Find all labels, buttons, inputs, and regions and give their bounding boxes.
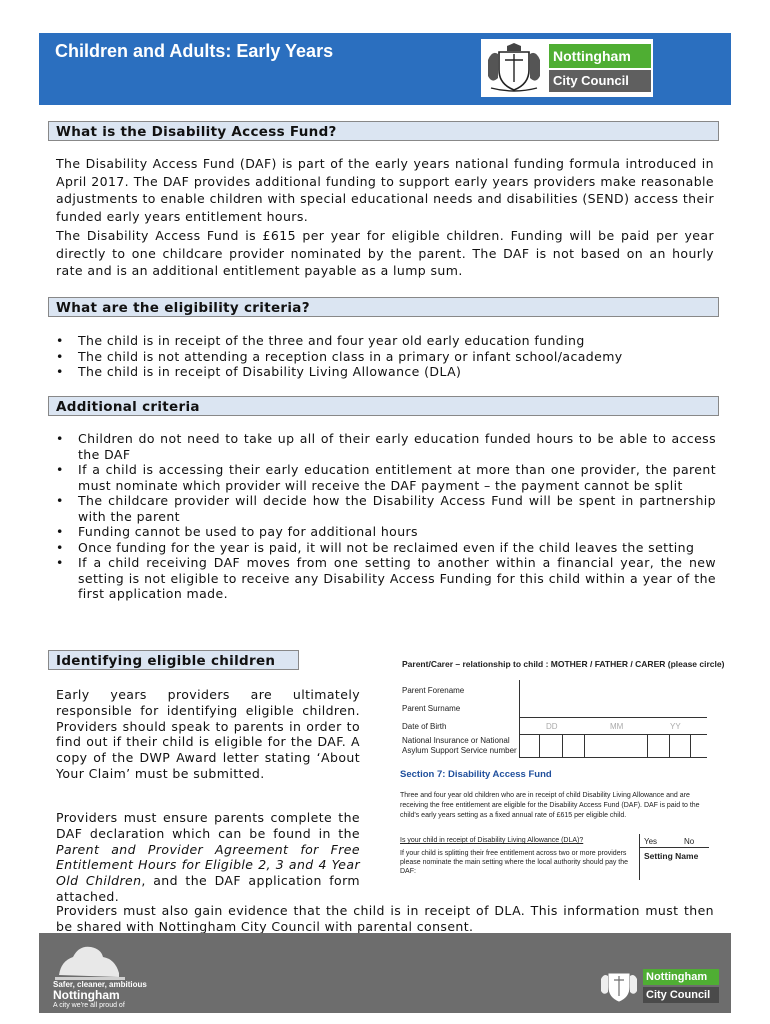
eligibility-list xyxy=(56,333,716,380)
list-item: • The child is in receipt of Disability Living Allowance (DLA) xyxy=(56,364,716,380)
form-grid-line xyxy=(584,734,585,757)
form-row-label: Asylum Support Service number xyxy=(402,746,517,755)
section-heading-eligibility: What are the eligibility criteria? xyxy=(48,297,719,317)
council-logo xyxy=(481,39,653,97)
form-section-text: child's early years setting as a fixed annual rate of £615 per eligible child. xyxy=(400,812,627,819)
para2-start: Providers must ensure parents complete the DAF declaration which can be found in the xyxy=(56,810,360,841)
form-grid-line xyxy=(539,734,540,757)
list-item: • Children do not need to take up all of their early education funded hours to be able to access the DAF xyxy=(56,431,716,462)
form-split-text: DAF: xyxy=(400,868,416,875)
identifying-paragraph-3: Providers must also gain evidence that the child is in receipt of DLA. This information must then be shared with Nottingham City Council with parental consent. xyxy=(56,903,714,934)
form-grid-line xyxy=(519,680,520,758)
list-item: • The childcare provider will decide how the Disability Access Fund will be spent in partnership with the parent xyxy=(56,493,716,524)
form-grid-line xyxy=(519,757,707,758)
form-dla-question: Is your child in receipt of Disability Living Allowance (DLA)? xyxy=(400,837,584,844)
coat-of-arms-icon xyxy=(599,967,639,1005)
identifying-paragraph-2 xyxy=(56,810,360,905)
logo-nottingham-label: Nottingham xyxy=(549,44,651,68)
list-item: • Once funding for the year is paid, it will not be reclaimed even if the child leaves the setting xyxy=(56,540,716,556)
form-split-text: If your child is splitting their free entitlement across two or more providers xyxy=(400,850,627,857)
list-item: • Funding cannot be used to pay for additional hours xyxy=(56,524,716,540)
list-item: • The child is in receipt of the three and four year old early education funding xyxy=(56,333,716,349)
daf-paragraph-1: The Disability Access Fund (DAF) is part of the early years national funding formula introduced in April 2017. The DAF provides additional funding to support early years providers make reasonable adjustments to enable children with special educational needs and disabilities (SEND) access their funded early years entitlement hours. xyxy=(56,156,714,224)
footer-logo-nottingham: Nottingham xyxy=(643,969,719,985)
page-title: Children and Adults: Early Years xyxy=(55,41,334,61)
form-grid-line xyxy=(562,734,563,757)
list-item: • If a child is accessing their early education entitlement at more than one provider, the parent must nominate which provider will receive the DAF payment – the payment cannot be split xyxy=(56,462,716,493)
form-split-text: please nominate the main setting where the local authority should pay the xyxy=(400,859,629,866)
identifying-paragraph-1: Early years providers are ultimately responsible for identifying eligible children. Providers should speak to parents in order to find out if their child is eligible for the DAF. A copy of the DWP Award letter stating ‘About Your Claim’ must be submitted. xyxy=(56,687,360,781)
form-grid-line xyxy=(690,734,691,757)
form-section-title: Section 7: Disability Access Fund xyxy=(400,769,552,780)
form-grid-line xyxy=(519,734,707,735)
footer-logo-city-council: City Council xyxy=(643,987,719,1003)
additional-criteria-list xyxy=(56,431,716,602)
form-grid-line xyxy=(639,847,709,848)
form-grid-line xyxy=(647,734,648,757)
form-grid-line xyxy=(519,717,707,718)
logo-city-council-label: City Council xyxy=(549,70,651,92)
page-footer xyxy=(39,933,731,1013)
form-grid-line xyxy=(669,734,670,757)
form-section-text: receiving the free entitlement are eligible for the Disability Access Fund (DAF). DAF is paid to the xyxy=(400,802,700,809)
agreement-title: Parent and Provider Agreement for Free Entitlement Hours for Eligible 2, 3 and 4 Year Old Children xyxy=(56,841,360,889)
page-header xyxy=(39,33,731,105)
lion-statue-icon xyxy=(53,939,127,981)
footer-city: Nottingham xyxy=(53,988,120,1002)
coat-of-arms-icon xyxy=(485,42,543,94)
footer-slogan: Safer, cleaner, ambitious xyxy=(53,980,147,989)
application-form-excerpt xyxy=(394,640,725,890)
form-row-label: Parent Forename xyxy=(402,686,465,695)
form-no-label: No xyxy=(684,837,695,846)
section-heading-daf: What is the Disability Access Fund? xyxy=(48,121,719,141)
section-heading-additional: Additional criteria xyxy=(48,396,719,416)
form-section-text: Three and four year old children who are in receipt of child Disability Living Allowance and are xyxy=(400,792,690,799)
form-yes-label: Yes xyxy=(644,837,658,846)
list-item: • The child is not attending a reception class in a primary or infant school/academy xyxy=(56,349,716,365)
form-grid-line xyxy=(639,834,640,880)
para2-end: , and the DAF application form attached. xyxy=(56,873,360,904)
footer-tagline: A city we're all proud of xyxy=(53,1002,125,1009)
dob-dd: DD xyxy=(546,722,558,731)
section-heading-identifying: Identifying eligible children xyxy=(48,650,299,670)
form-relationship-line: Parent/Carer – relationship to child : MOTHER / FATHER / CARER (please circle) xyxy=(402,659,725,669)
form-setting-name: Setting Name xyxy=(644,851,699,861)
form-row-label: National Insurance or National xyxy=(402,736,510,745)
dob-mm: MM xyxy=(610,722,624,731)
list-item: • If a child receiving DAF moves from one setting to another within a financial year, the new setting is not eligible to receive any Disability Access Funding for this child within a year of the first application made. xyxy=(56,555,716,602)
dob-yy: YY xyxy=(670,722,681,731)
form-row-label: Date of Birth xyxy=(402,722,447,731)
daf-paragraph-2: The Disability Access Fund is £615 per year for eligible children. Funding will be paid per year directly to one childcare provider nominated by the parent. The DAF is not based on an hourly rate and is an additional entitlement payable as a lump sum. xyxy=(56,228,714,278)
footer-council-logo xyxy=(599,967,719,1005)
form-row-label: Parent Surname xyxy=(402,704,461,713)
